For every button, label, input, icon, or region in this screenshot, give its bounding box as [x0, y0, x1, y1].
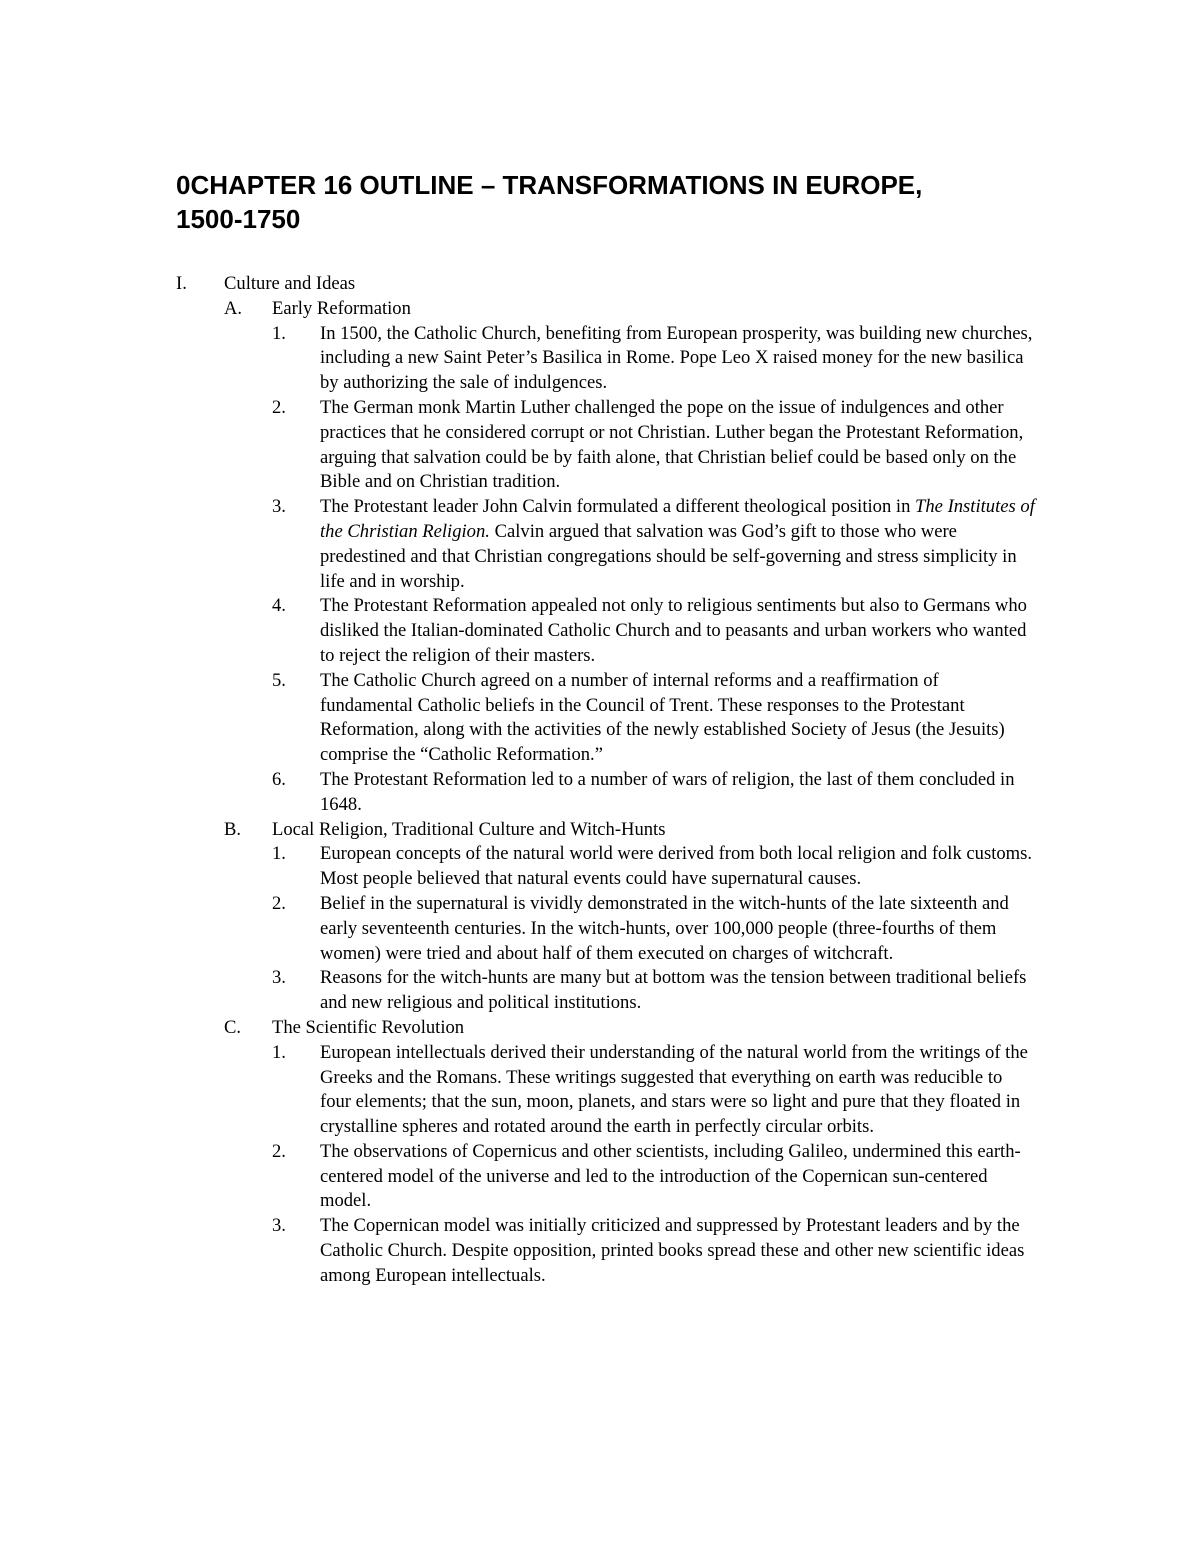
item-text: European intellectuals derived their understanding of the natural world from the writings of the Greeks and the Romans. These writings suggested that everything on earth was reducible to four elements; that the sun, moon, planets, and stars were so light and pure that they floated in crystalline spheres and rotated around the earth in perfectly circular orbits.: [320, 1041, 1028, 1138]
subsection-heading: The Scientific Revolution: [272, 1016, 465, 1038]
outline-item: [176, 966, 1036, 1016]
outline-marker: I.: [176, 273, 187, 294]
title-line-2: 1500-1750: [176, 204, 301, 234]
item-number: 2.: [272, 396, 286, 418]
item-number: 1.: [272, 1041, 286, 1063]
outline-item: [176, 768, 1036, 818]
item-number: 2.: [272, 1140, 286, 1162]
outline-item: [176, 892, 1036, 966]
item-number: 6.: [272, 768, 286, 790]
item-text: The Catholic Church agreed on a number of internal reforms and a reaffirmation of fundamental Catholic beliefs in the Council of Trent. These responses to the Protestant Reformation, along with the activities of the newly established Society of Jesus (the Jesuits) comprise the “Catholic Reformation.”: [320, 669, 1005, 766]
outline-item: [176, 1140, 1036, 1214]
subsection-heading: Local Religion, Traditional Culture and Witch-Hunts: [272, 818, 666, 840]
item-text-part: The Protestant leader John Calvin formulated a different theological position in: [320, 496, 916, 518]
item-text: [320, 495, 1036, 594]
item-number: 1.: [272, 843, 286, 865]
document-title: [176, 168, 1036, 236]
outline-item: [176, 1041, 1036, 1140]
outline-marker: B.: [224, 818, 242, 840]
item-text: The observations of Copernicus and other scientists, including Galileo, undermined this earth-centered model of the universe and led to the introduction of the Copernican sun-centered model.: [320, 1140, 1021, 1212]
outline-item: [176, 594, 1036, 668]
item-number: 3.: [272, 1215, 286, 1237]
outline: [176, 272, 1036, 1289]
outline-item: [176, 396, 1036, 495]
item-text: Reasons for the witch-hunts are many but at bottom was the tension between traditional beliefs and new religious and political institutions.: [320, 967, 1027, 1014]
item-text: The German monk Martin Luther challenged the pope on the issue of indulgences and other practices that he considered corrupt or not Christian. Luther began the Protestant Reformation, arguing that salvation could be by faith alone, that Christian belief could be based only on the Bible and on Christian tradition.: [320, 396, 1024, 493]
outline-marker: C.: [224, 1016, 242, 1038]
item-text: The Protestant Reformation led to a number of wars of religion, the last of them concluded in 1648.: [320, 768, 1015, 815]
book-title: The Institutes of the Christian Religion.: [320, 496, 1035, 542]
item-number: 2.: [272, 892, 286, 914]
outline-item: [176, 495, 1036, 594]
outline-subsection-a: [176, 297, 1036, 322]
subsection-heading: Early Reformation: [272, 297, 411, 319]
outline-item: [176, 669, 1036, 768]
item-number: 3.: [272, 967, 286, 989]
outline-subsection-c: [176, 1016, 1036, 1041]
section-heading: Culture and Ideas: [224, 273, 356, 294]
item-text: In 1500, the Catholic Church, benefiting from European prosperity, was building new churches, including a new Saint Peter’s Basilica in Rome. Pope Leo X raised money for the new basilica by authorizing the sale of indulgences.: [320, 322, 1033, 394]
item-number: 4.: [272, 595, 286, 617]
item-text-part: Calvin argued that salvation was God’s gift to those who were predestined and that Christian congregations should be self-governing and stress simplicity in life and in worship.: [320, 520, 1017, 592]
outline-item: [176, 842, 1036, 892]
outline-item: [176, 1214, 1036, 1288]
item-number: 3.: [272, 496, 286, 518]
item-text: The Protestant Reformation appealed not only to religious sentiments but also to Germans who disliked the Italian-dominated Catholic Church and to peasants and urban workers who wanted to reject the religion of their masters.: [320, 595, 1027, 666]
outline-section-1: [176, 272, 1036, 297]
item-text: Belief in the supernatural is vividly demonstrated in the witch-hunts of the late sixteenth and early seventeenth centuries. In the witch-hunts, over 100,000 people (three-fourths of them women) were tried and about half of them executed on charges of witchcraft.: [320, 892, 1009, 964]
outline-marker: A.: [224, 297, 243, 319]
item-number: 5.: [272, 669, 286, 691]
item-text: European concepts of the natural world were derived from both local religion and folk customs. Most people believed that natural events could have supernatural causes.: [320, 843, 1033, 890]
item-text: The Copernican model was initially criticized and suppressed by Protestant leaders and by the Catholic Church. Despite opposition, printed books spread these and other new scientific ideas among European intellectuals.: [320, 1215, 1025, 1286]
outline-subsection-b: [176, 818, 1036, 843]
outline-item: [176, 322, 1036, 396]
item-number: 1.: [272, 322, 286, 344]
title-line-1: 0CHAPTER 16 OUTLINE – TRANSFORMATIONS IN EUROPE,: [176, 170, 923, 200]
